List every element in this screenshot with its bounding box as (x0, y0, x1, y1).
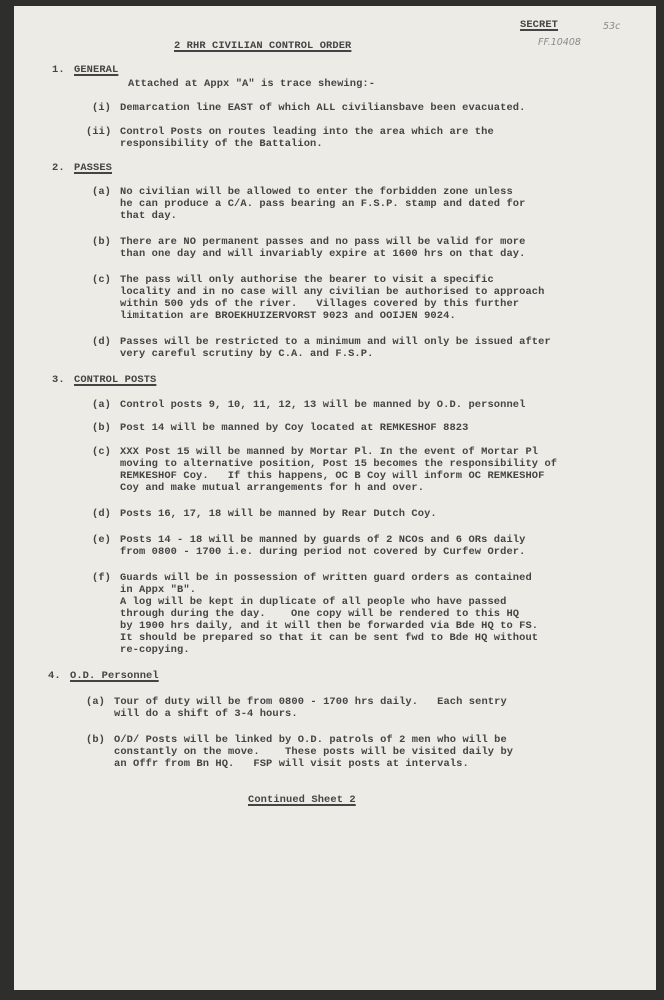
item-line: Passes will be restricted to a minimum and will only be issued after (120, 336, 551, 348)
section-intro: Attached at Appx "A" is trace shewing:- (128, 78, 376, 90)
item-line: an Offr from Bn HQ. FSP will visit posts at intervals. (114, 758, 469, 770)
item-label: (c) (92, 446, 112, 458)
item-line: that day. (120, 210, 178, 222)
section-heading-od-personnel: O.D. Personnel (70, 670, 159, 682)
item-line: Posts 16, 17, 18 will be manned by Rear Dutch Coy. (120, 508, 437, 520)
item-line: A log will be kept in duplicate of all people who have passed (120, 596, 507, 608)
classification-marking: SECRET (520, 19, 559, 31)
item-line: moving to alternative position, Post 15 becomes the responsibility of (120, 458, 558, 470)
item-line: There are NO permanent passes and no pass will be valid for more (120, 236, 526, 248)
item-line: limitation are BROEKHUIZERVORST 9023 and OOIJEN 9024. (120, 310, 456, 322)
item-line: by 1900 hrs daily, and it will then be forwarded via Bde HQ to FS. (120, 620, 539, 632)
item-line: No civilian will be allowed to enter the forbidden zone unless (120, 186, 513, 198)
item-line: than one day and will invariably expire at 1600 hrs on that day. (120, 248, 526, 260)
item-line: constantly on the move. These posts will be visited daily by (114, 746, 514, 758)
item-line: REMKESHOF Coy. If this happens, OC B Coy will inform OC REMKESHOF (120, 470, 545, 482)
item-line: Demarcation line EAST of which ALL civiliansbave been evacuated. (120, 102, 526, 114)
item-label: (b) (92, 422, 112, 434)
document-title: 2 RHR CIVILIAN CONTROL ORDER (174, 40, 352, 52)
item-label: (e) (92, 534, 112, 546)
section-heading-passes: PASSES (74, 162, 113, 174)
item-line: responsibility of the Battalion. (120, 138, 323, 150)
item-line: Control posts 9, 10, 11, 12, 13 will be manned by O.D. personnel (120, 399, 526, 411)
item-label: (a) (92, 399, 112, 411)
item-line: he can produce a C/A. pass bearing an F.S.P. stamp and dated for (120, 198, 526, 210)
section-number: 4. (48, 670, 61, 682)
item-line: Coy and make mutual arrangements for h and over. (120, 482, 425, 494)
section-number: 3. (52, 374, 65, 386)
document-page (14, 6, 656, 990)
item-line: very careful scrutiny by C.A. and F.S.P. (120, 348, 374, 360)
item-line: re-copying. (120, 644, 190, 656)
continuation-note: Continued Sheet 2 (248, 794, 356, 806)
item-line: in Appx "B". (120, 584, 197, 596)
section-number: 1. (52, 64, 65, 76)
item-line: through during the day. One copy will be rendered to this HQ (120, 608, 520, 620)
item-label: (a) (86, 696, 106, 708)
item-line: XXX Post 15 will be manned by Mortar Pl. In the event of Mortar Pl (120, 446, 539, 458)
item-line: from 0800 - 1700 i.e. during period not covered by Curfew Order. (120, 546, 526, 558)
item-line: Tour of duty will be from 0800 - 1700 hrs daily. Each sentry (114, 696, 507, 708)
item-line: Post 14 will be manned by Coy located at REMKESHOF 8823 (120, 422, 469, 434)
item-label: (ii) (86, 126, 112, 138)
item-label: (b) (86, 734, 106, 746)
item-label: (b) (92, 236, 112, 248)
section-heading-general: GENERAL (74, 64, 119, 76)
reference-number: FF.10408 (538, 37, 581, 48)
item-label: (a) (92, 186, 112, 198)
item-label: (c) (92, 274, 112, 286)
item-line: locality and in no case will any civilian be authorised to approach (120, 286, 545, 298)
item-line: will do a shift of 3-4 hours. (114, 708, 298, 720)
item-line: Posts 14 - 18 will be manned by guards of 2 NCOs and 6 ORs daily (120, 534, 526, 546)
corner-mark: 53c (603, 21, 621, 32)
item-line: It should be prepared so that it can be sent fwd to Bde HQ without (120, 632, 539, 644)
item-line: Control Posts on routes leading into the area which are the (120, 126, 494, 138)
item-line: The pass will only authorise the bearer to visit a specific (120, 274, 494, 286)
section-heading-control-posts: CONTROL POSTS (74, 374, 157, 386)
item-label: (d) (92, 336, 112, 348)
item-label: (f) (92, 572, 112, 584)
item-label: (i) (92, 102, 112, 114)
item-label: (d) (92, 508, 112, 520)
item-line: Guards will be in possession of written guard orders as contained (120, 572, 532, 584)
item-line: within 500 yds of the river. Villages covered by this further (120, 298, 520, 310)
item-line: O/D/ Posts will be linked by O.D. patrols of 2 men who will be (114, 734, 507, 746)
section-number: 2. (52, 162, 65, 174)
